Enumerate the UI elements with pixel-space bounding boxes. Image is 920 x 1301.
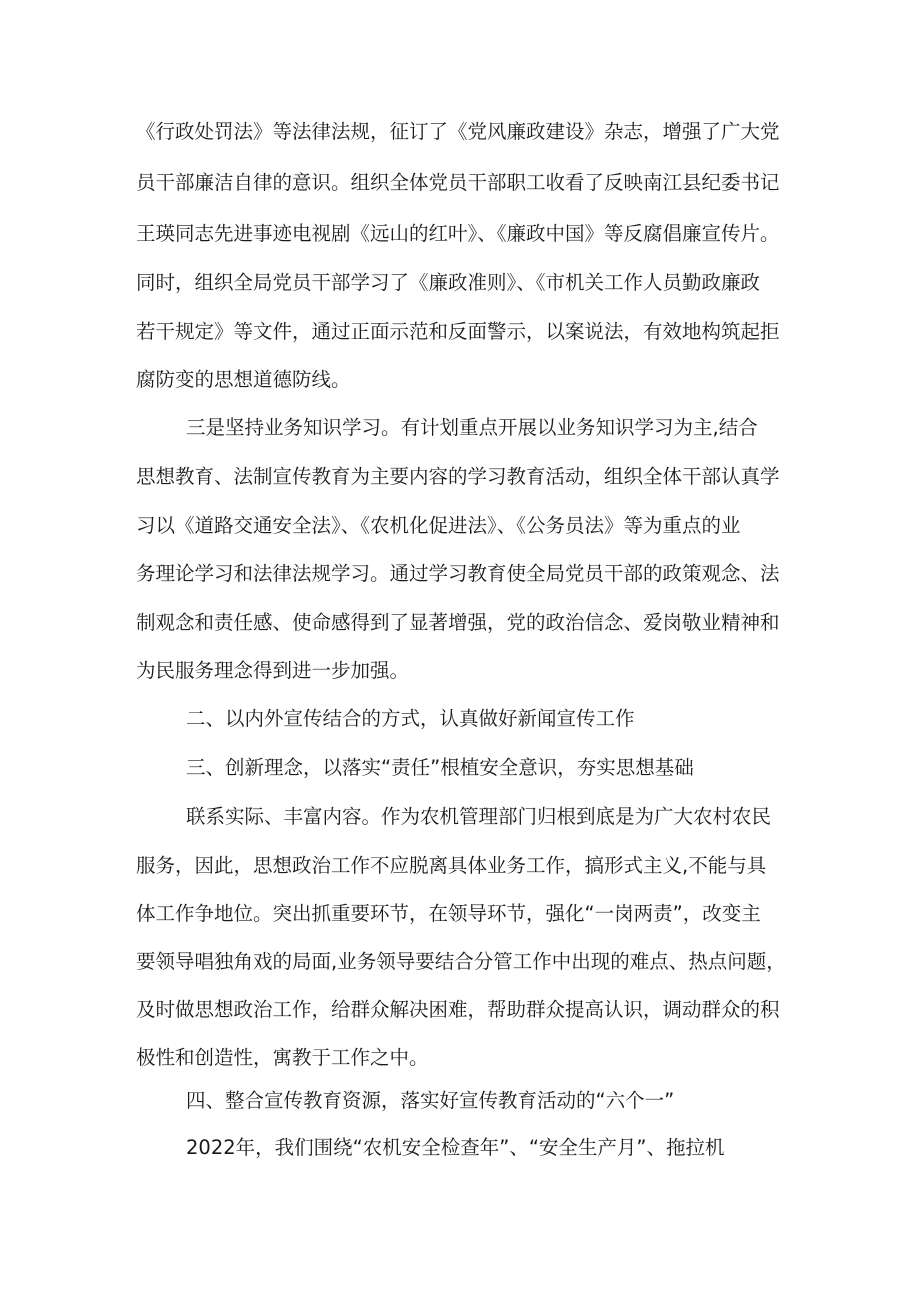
text-line: 王瑛同志先进事迹电视剧《远山的红叶》、《廉政中国》等反腐倡廉宣传片。 [136, 222, 780, 245]
text-line: 体工作争地位。突出抓重要环节，在领导环节，强化“一岗两责”，改变主 [136, 902, 761, 925]
text-line: 务理论学习和法律法规学习。通过学习教育使全局党员干部的政策观念、法 [136, 562, 780, 585]
text-line: 同时，组织全局党员干部学习了《廉政准则》、《市机关工作人员勤政廉政 [136, 271, 761, 294]
text-line: 联系实际、丰富内容。作为农机管理部门归根到底是为广大农村农民 [186, 805, 772, 828]
text-line: 员干部廉洁自律的意识。组织全体党员干部职工收看了反映南江县纪委书记 [136, 171, 780, 194]
text-line: 为民服务理念得到进一步加强。 [136, 659, 410, 682]
text-line: 制观念和责任感、使命感得到了显著增强，党的政治信念、爱岗敬业精神和 [136, 611, 780, 634]
text-line: 极性和创造性，寓教于工作之中。 [136, 1046, 429, 1069]
text-line: 要领导唱独角戏的局面,业务领导要结合分管工作中出现的难点、热点问题， [136, 950, 786, 973]
text-line: 2022年，我们围绕“农机安全检查年”、“安全生产月”、拖拉机 [186, 1136, 725, 1159]
text-line: 若干规定》等文件，通过正面示范和反面警示，以案说法，有效地构筑起拒 [136, 320, 780, 343]
text-line: 《行政处罚法》等法律法规，征订了《党风廉政建设》杂志，增强了广大党 [136, 120, 780, 143]
text-line: 腐防变的思想道德防线。 [136, 368, 351, 391]
text-line: 及时做思想政治工作，给群众解决困难，帮助群众提高认识，调动群众的积 [136, 998, 780, 1021]
text-line: 三是坚持业务知识学习。有计划重点开展以业务知识学习为主,结合 [186, 416, 758, 439]
text-line: 习以《道路交通安全法》、《农机化促进法》、《公务员法》等为重点的业 [136, 514, 741, 537]
text-line: 服务，因此，思想政治工作不应脱离具体业务工作，搞形式主义,不能与具 [136, 854, 767, 877]
section-heading: 三、创新理念，以落实“责任”根植安全意识，夯实思想基础 [186, 756, 694, 779]
section-heading: 四、整合宣传教育资源，落实好宣传教育活动的“六个一” [186, 1089, 675, 1112]
text-line: 思想教育、法制宣传教育为主要内容的学习教育活动，组织全体干部认真学 [136, 465, 780, 488]
section-heading: 二、以内外宣传结合的方式，认真做好新闻宣传工作 [186, 707, 635, 730]
